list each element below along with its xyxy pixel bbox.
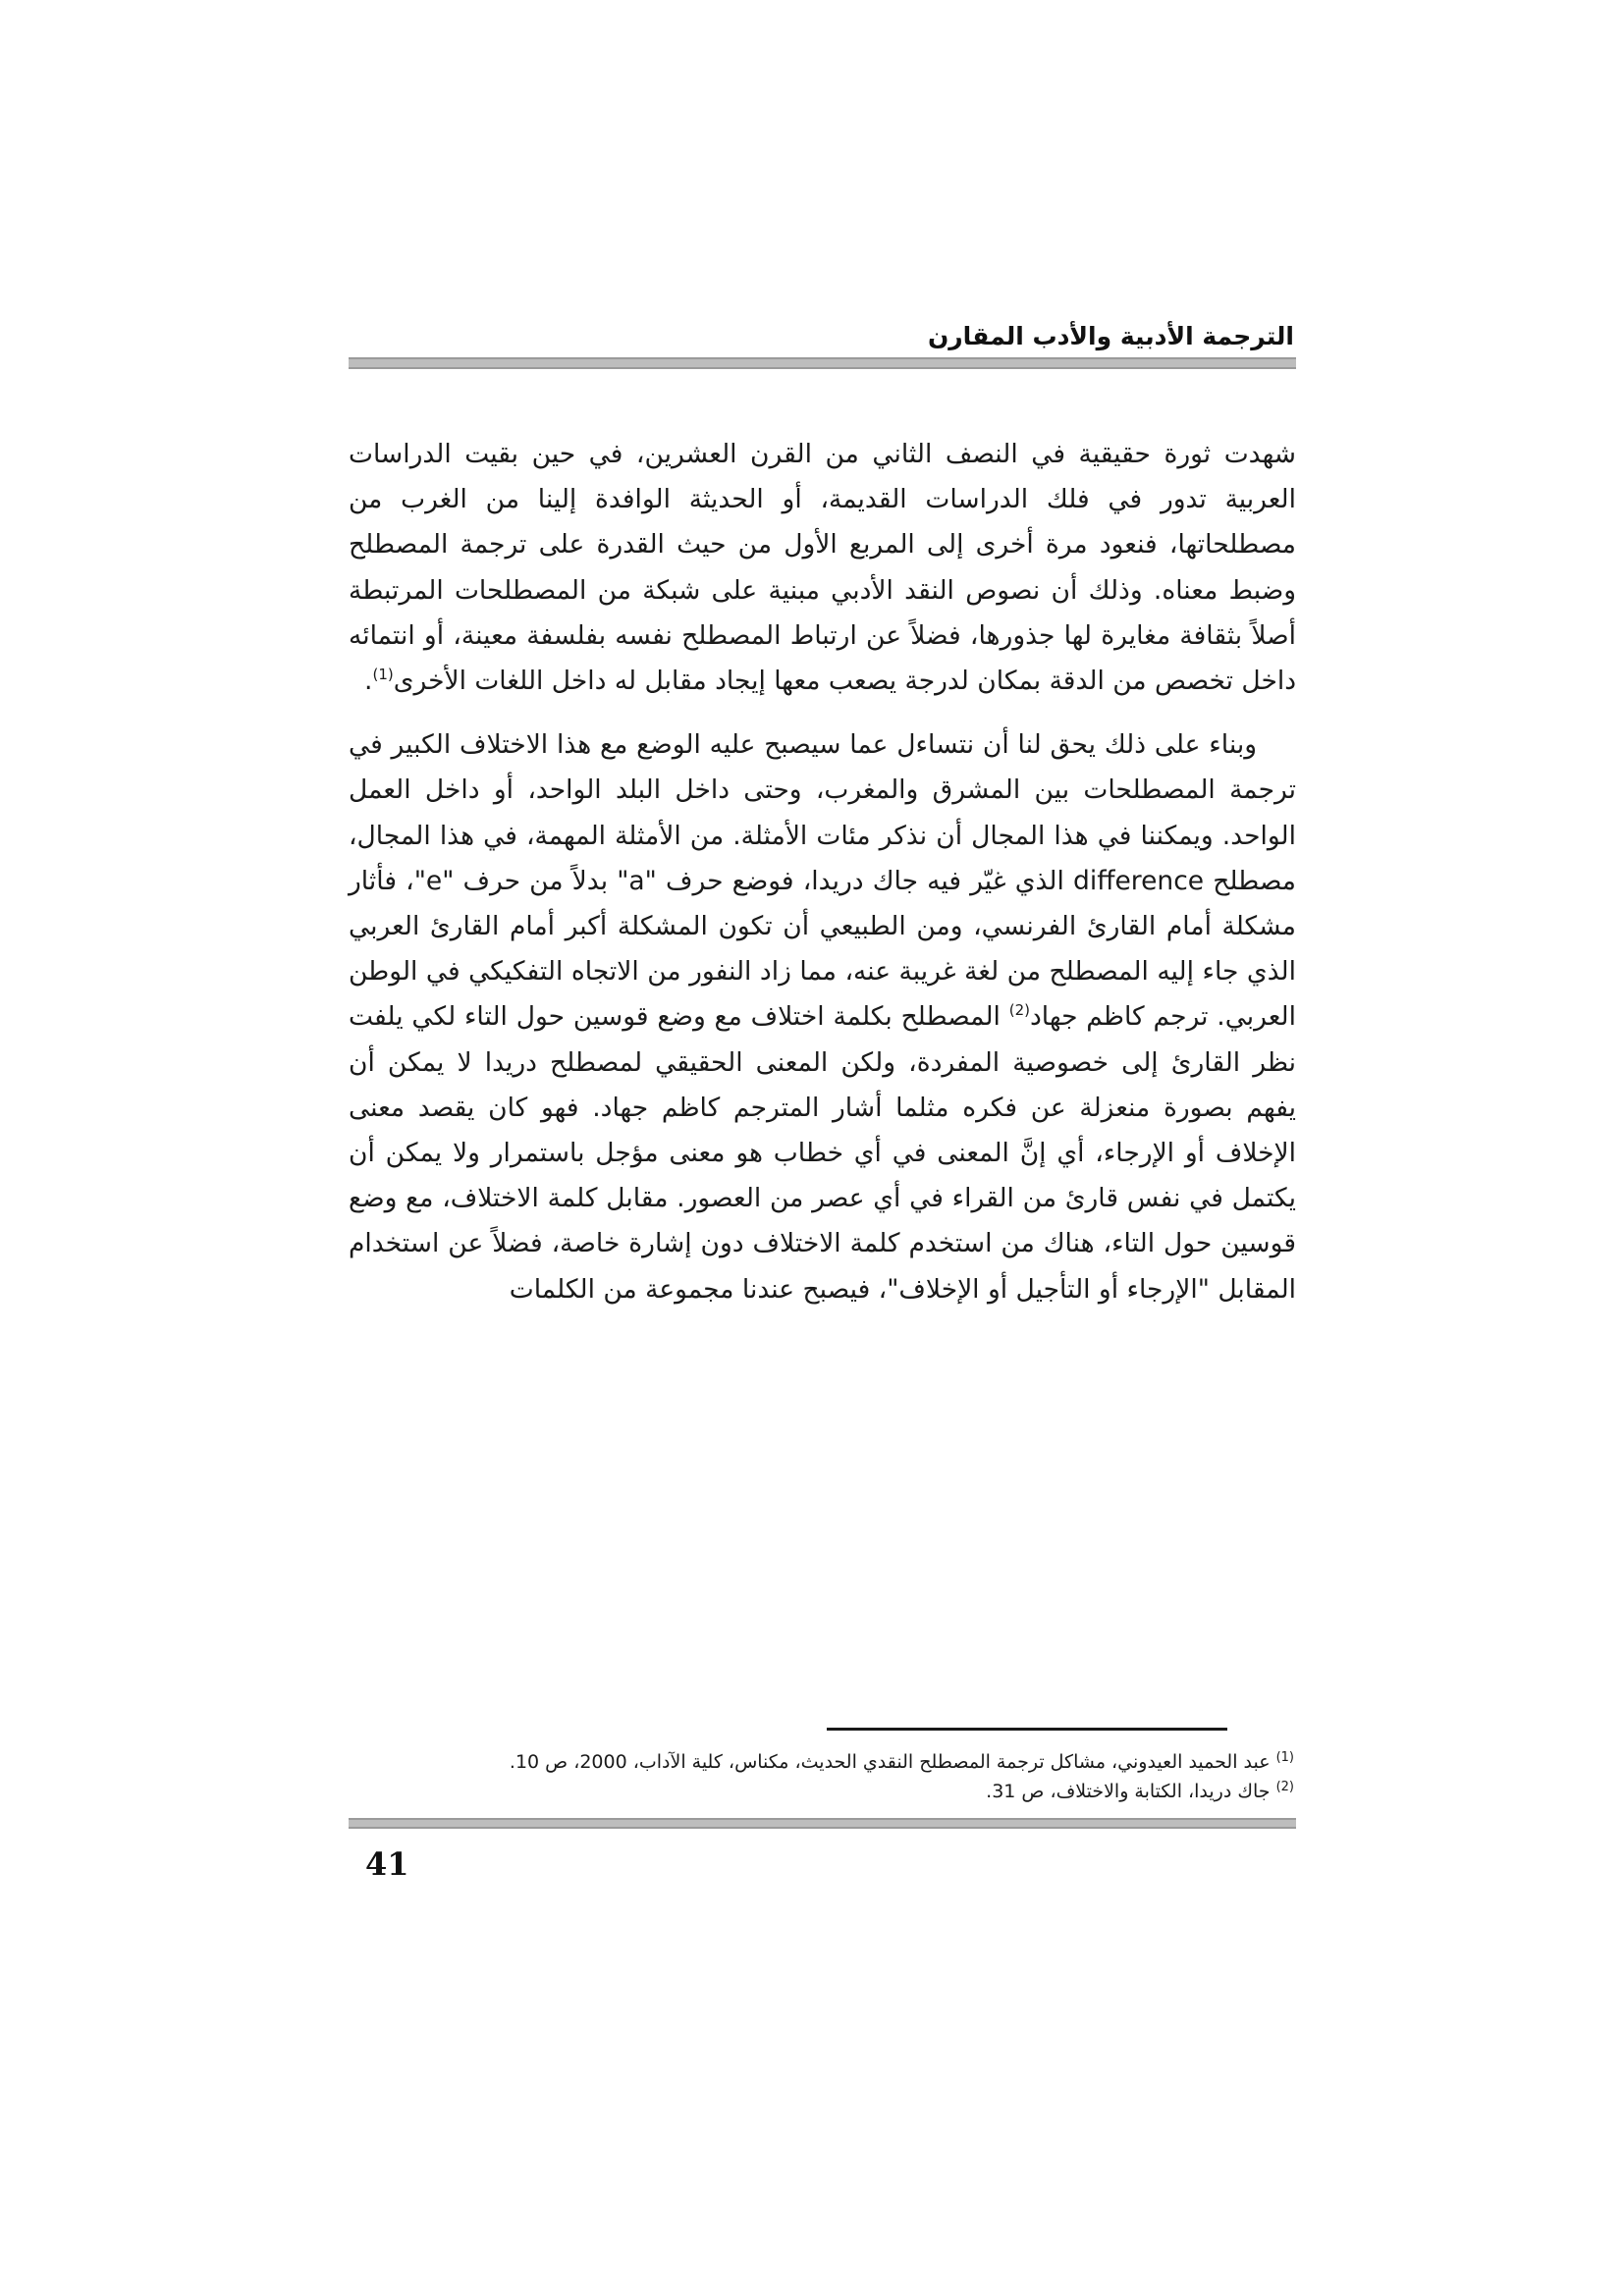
paragraph-1-end: . [364,666,373,697]
footer-rule [349,1818,1296,1829]
page-number: 41 [365,1845,409,1883]
paragraph-2-text-a: وبناء على ذلك يحق لنا أن نتساءل عما سيصبح عليه الوضع مع هذا الاختلاف الكبير في ترجمة المصطلحات بين المشرق والمغرب، وحتى داخل البلد الواحد، أو داخل العمل الواحد. ويمكننا في هذا المجال أن نذكر مئات الأمثلة. من الأمثلة المهمة، في هذا المجال، مصطلح difference الذي غيّر فيه جاك دريدا، فوضع حرف "a" بدلاً من حرف "e"، فأثار مشكلة أمام القارئ الفرنسي، ومن الطبيعي أن تكون المشكلة أكبر أمام القارئ العربي الذي جاء إليه المصطلح من لغة غريبة عنه، مما زاد النفور من الاتجاه التفكيكي في الوطن العربي. ترجم كاظم جهاد [349,729,1297,1033]
footnote-2-text: جاك دريدا، الكتابة والاختلاف، ص 31. [986,1781,1271,1802]
body-text [349,432,1296,1312]
footnote-separator [827,1728,1227,1731]
paragraph-2-text-b: المصطلح بكلمة اختلاف مع وضع قوسين حول التاء لكي يلفت نظر القارئ إلى خصوصية المفردة، ولكن المعنى الحقيقي لمصطلح دريدا لا يمكن أن يفهم بصورة منعزلة عن فكره مثلما أشار المترجم كاظم جهاد. فهو كان يقصد معنى الإخلاف أو الإرجاء، أي إنَّ المعنى في أي خطاب هو معنى مؤجل باستمرار ولا يمكن أن يكتمل في نفس قارئ من القراء في أي عصر من العصور. مقابل كلمة الاختلاف، مع وضع قوسين حول التاء، هناك من استخدم كلمة الاختلاف دون إشارة خاصة، فضلاً عن استخدام المقابل "الإرجاء أو التأجيل أو الإخلاف"، فيصبح عندنا مجموعة من الكلمات [349,1001,1296,1305]
footnote-1-text: عبد الحميد العيدوني، مشاكل ترجمة المصطلح النقدي الحديث، مكناس، كلية الآداب، 2000، ص 10. [509,1751,1271,1773]
footnote-ref-1: (1) [372,666,394,684]
footnotes [332,1747,1294,1806]
footnote-1 [332,1747,1294,1777]
paragraph-2 [349,722,1296,1312]
footnote-2-number: (2) [1275,1779,1294,1794]
footnote-2 [332,1777,1294,1806]
paragraph-1-text: شهدت ثورة حقيقية في النصف الثاني من القرن العشرين، في حين بقيت الدراسات العربية تدور في فلك الدراسات القديمة، أو الحديثة الوافدة إلينا من الغرب من مصطلحاتها، فنعود مرة أخرى إلى المربع الأول من حيث القدرة على ترجمة المصطلح وضبط معناه. وذلك أن نصوص النقد الأدبي مبنية على شبكة من المصطلحات المرتبطة أصلاً بثقافة مغايرة لها جذورها، فضلاً عن ارتباط المصطلح نفسه بفلسفة معينة، أو انتمائه داخل تخصص من الدقة بمكان لدرجة يصعب معها إيجاد مقابل له داخل اللغات الأخرى [349,439,1296,697]
paragraph-1 [349,432,1296,704]
footnote-1-number: (1) [1275,1749,1294,1765]
header-rule [349,357,1296,369]
footnote-ref-2: (2) [1008,1001,1030,1020]
running-head-title: الترجمة الأدبية والأدب المقارن [927,322,1294,350]
